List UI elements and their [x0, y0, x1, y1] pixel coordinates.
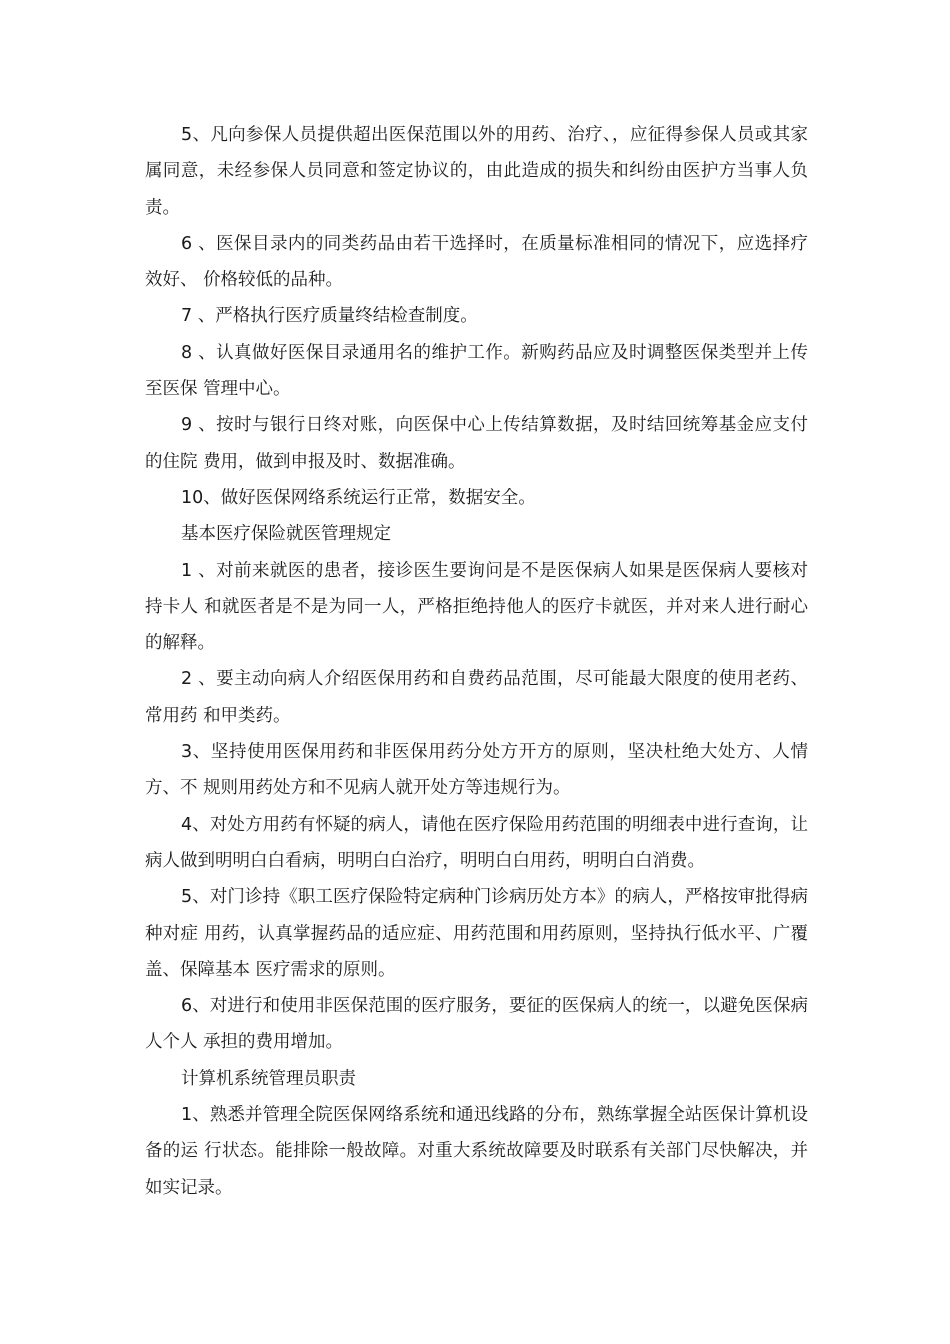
paragraph: 2 、要主动向病人介绍医保用药和自费药品范围，尽可能最大限度的使用老药、常用药 和甲类药。 [145, 669, 808, 726]
document-body [145, 117, 808, 1206]
paragraph: 8 、认真做好医保目录通用名的维护工作。新购药品应及时调整医保类型并上传至医保 管理中心。 [145, 342, 808, 400]
paragraph: 9 、按时与银行日终对账，向医保中心上传结算数据，及时结回统筹基金应支付的住院 费用，做到申报及时、数据准确。 [145, 415, 808, 472]
paragraph: 10、做好医保网络系统运行正常，数据安全。 [181, 487, 536, 508]
paragraph: 1、熟悉并管理全院医保网络系统和通迅线路的分布，熟练掌握全站医保计算机设备的运 行状态。能排除一般故障。对重大系统故障要及时联系有关部门尽快解决，并如实记录。 [145, 1105, 808, 1198]
paragraph: 5、对门诊持《职工医疗保险特定病种门诊病历处方本》的病人，严格按审批得病种对症 用药，认真掌握药品的适应症、用药范围和用药原则，坚持执行低水平、广覆盖、保障基本 医疗需求的原则。 [145, 887, 808, 980]
paragraph: 6、对进行和使用非医保范围的医疗服务，要征的医保病人的统一，以避免医保病人个人 承担的费用增加。 [145, 996, 808, 1053]
section-title: 计算机系统管理员职责 [181, 1068, 356, 1089]
paragraph: 6 、医保目录内的同类药品由若干选择时，在质量标准相同的情况下，应选择疗效好、 价格较低的品种。 [145, 233, 808, 291]
paragraph: 1 、对前来就医的患者，接诊医生要询问是不是医保病人如果是医保病人要核对持卡人 和就医者是不是为同一人，严格拒绝持他人的医疗卡就医，并对来人进行耐心的解释。 [145, 560, 808, 654]
paragraph: 4、对处方用药有怀疑的病人，请他在医疗保险用药范围的明细表中进行查询，让病人做到明明白白看病，明明白白治疗，明明白白用药，明明白白消费。 [145, 814, 808, 871]
section-title: 基本医疗保险就医管理规定 [181, 524, 391, 545]
paragraph: 7 、严格执行医疗质量终结检查制度。 [181, 306, 478, 327]
paragraph: 3、坚持使用医保用药和非医保用药分处方开方的原则，坚决杜绝大处方、人情方、不 规则用药处方和不见病人就开处方等违规行为。 [145, 742, 808, 799]
paragraph: 5、凡向参保人员提供超出医保范围以外的用药、治疗、，应征得参保人员或其家属同意，未经参保人员同意和签定协议的，由此造成的损失和纠纷由医护方当事人负责。 [145, 125, 808, 218]
